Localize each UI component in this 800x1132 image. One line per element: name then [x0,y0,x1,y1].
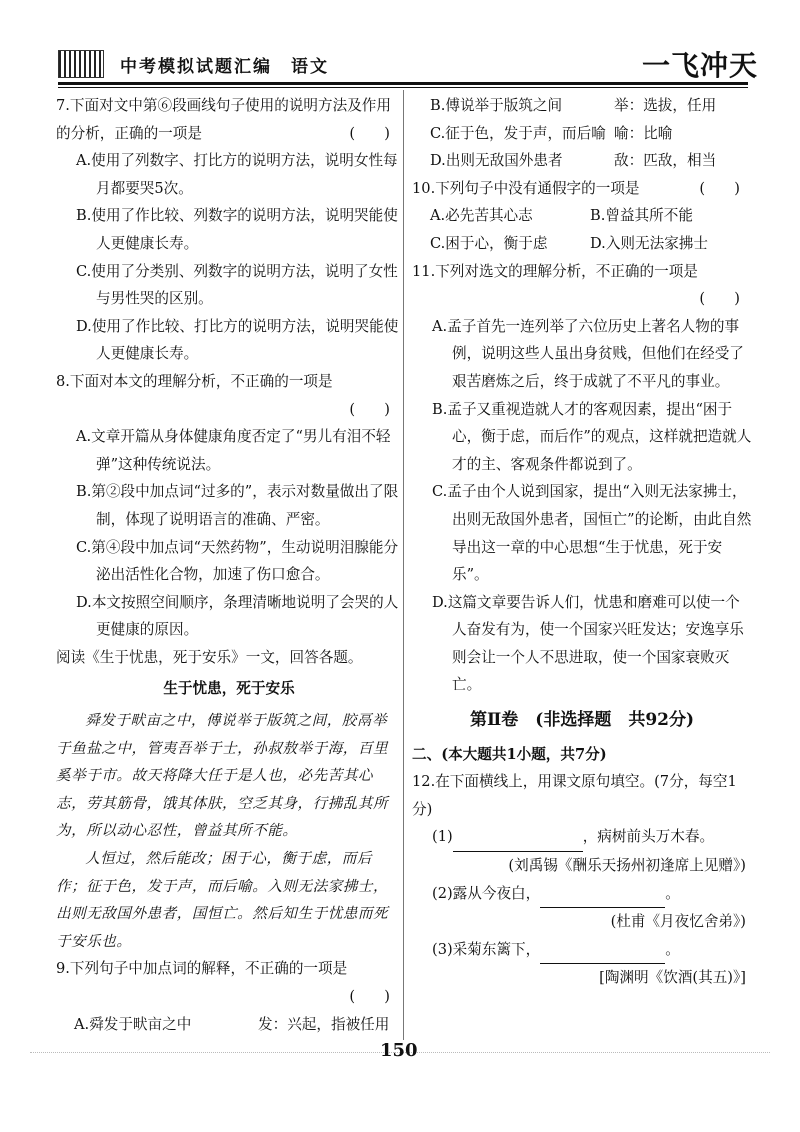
answer-paren[interactable]: ( ) [349,124,390,142]
fill-item-3 [412,936,752,965]
fill-prefix: (3)采菊东篱下， [432,940,541,958]
question-10 [412,175,752,258]
part-heading: 二、(本大题共1小题，共7分) [412,745,607,763]
question-8 [56,368,402,644]
option-d[interactable]: D.本文按照空间顺序，条理清晰地说明了会哭的人更健康的原因。 [76,593,399,639]
page-number: 150 [380,1040,418,1061]
fill-citation: (杜甫《月夜忆舍弟》) [610,913,746,931]
fill-item-2 [412,880,752,909]
left-column [56,92,402,1038]
option-row [412,230,752,258]
option-b[interactable]: B.使用了作比较、列数字的说明方法，说明哭能使人更健康长寿。 [76,207,398,252]
option-gloss: 发：兴起，指被任用 [258,1015,390,1033]
answer-paren[interactable]: ( ) [699,290,740,308]
passage-title: 生于忧患，死于安乐 [163,680,295,698]
option-gloss: 喻：比喻 [614,124,673,142]
option-a[interactable]: A.使用了列数字、打比方的说明方法，说明女性每月都要哭5次。 [76,152,398,197]
question-9 [56,955,402,1038]
answer-paren[interactable]: ( ) [699,179,740,197]
section-title: 第Ⅱ卷 (非选择题 共92分) [469,710,695,731]
question-8-stem: 8.下面对本文的理解分析，不正确的一项是 [56,372,333,390]
passage-paragraph-2: 人恒过，然后能改；困于心，衡于虑，而后作；征于色，发于声，而后喻。入则无法家拂士，出则无敌国外患者，国恒亡。然后知生于忧患而死于安乐也。 [56,850,389,950]
column-divider [403,90,404,1040]
series-title: 中考模拟试题汇编 语文 [120,57,329,77]
question-9-stem: 9.下列句子中加点词的解释，不正确的一项是 [56,960,348,978]
fill-suffix: 。 [665,940,680,958]
option-a[interactable]: A.文章开篇从身体健康角度否定了“男儿有泪不轻弹”这种传统说法。 [76,428,391,473]
fill-citation: (刘禹锡《酬乐天扬州初逢席上见赠》) [508,857,746,875]
option-d[interactable] [412,147,752,175]
answer-paren[interactable]: ( ) [349,988,390,1005]
option-b[interactable] [412,92,752,120]
option-d[interactable]: D.这篇文章要告诉人们，忧患和磨难可以使一个人奋发有为，使一个国家兴旺发达；安逸享乐则会让一个人不思进取，使一个国家衰败灭亡。 [432,593,744,694]
right-column [412,92,752,992]
question-11-stem: 11.下列对选文的理解分析，不正确的一项是 [412,262,698,280]
fill-blank[interactable] [453,823,583,852]
option-c[interactable]: C.使用了分类别、列数字的说明方法，说明了女性与男性哭的区别。 [76,262,398,308]
brand-title: 一飞冲天 [641,49,758,82]
option-sentence: A.舜发于畎亩之中 [74,1015,192,1033]
option-b[interactable]: B.孟子又重视造就人才的客观因素，提出“困于心，衡于虑，而后作”的观点，这样就把造就人才的主、客观条件都说到了。 [432,400,752,473]
option-sentence: C.征于色，发于声，而后喻 [430,124,606,142]
question-11 [412,258,752,700]
option-gloss: 举：选拔，任用 [614,97,717,114]
question-12-stem: 12.在下面横线上，用课文原句填空。(7分，每空1分) [412,773,737,818]
option-sentence: B.傅说举于版筑之间 [430,97,563,114]
option-c[interactable]: C.孟子由个人说到国家，提出“入则无法家拂士，出则无敌国外患者，国恒亡”的论断，由此自然导出这一章的中心思想“生于忧患，死于安乐”。 [432,483,752,584]
option-a[interactable]: A.孟子首先一连列举了六位历史上著名人物的事例，说明这些人虽出身贫贱，但他们在经受了艰苦磨炼之后，终于成就了不平凡的事业。 [432,317,744,390]
reading-intro: 阅读《生于忧患，死于安乐》一文，回答各题。 [56,648,363,666]
passage-paragraph-1: 舜发于畎亩之中，傅说举于版筑之间，胶鬲举于鱼盐之中，管夷吾举于士，孙叔敖举于海，百里奚举于市。故天将降大任于是人也，必先苦其心志，劳其筋骨，饿其体肤，空乏其身，行拂乱其所为，所以动心忍性，曾益其所不能。 [56,712,389,840]
fill-prefix: (2)露从今夜白， [432,884,541,902]
header-rule [58,82,748,85]
option-c[interactable]: C.困于心，衡于虑 [430,234,548,252]
option-c[interactable]: C.第④段中加点词“天然药物”，生动说明泪腺能分泌出活性化合物，加速了伤口愈合。 [76,538,399,584]
option-c[interactable] [412,120,752,148]
fill-blank[interactable] [540,880,665,909]
option-gloss: 敌：匹敌，相当 [614,152,717,170]
fill-suffix: ，病树前头万木春。 [582,828,715,846]
option-a[interactable]: A.必先苦其心志 [430,207,533,225]
option-sentence: D.出则无敌国外患者 [430,152,563,170]
question-7-stem: 7.下面对文中第⑥段画线句子使用的说明方法及作用的分析，正确的一项是 [56,97,391,142]
option-a[interactable] [56,1011,402,1039]
question-10-stem: 10.下列句子中没有通假字的一项是 [412,179,640,197]
question-7 [56,92,402,368]
option-d[interactable]: D.使用了作比较、打比方的说明方法，说明哭能使人更健康长寿。 [76,317,399,363]
header-rule-thin [58,87,748,88]
option-b[interactable]: B.第②段中加点词“过多的”，表示对数量做出了限制，体现了说明语言的准确、严密。 [76,483,399,528]
fill-blank[interactable] [540,936,665,965]
option-d[interactable]: D.入则无法家拂士 [590,234,708,252]
fill-citation: [陶渊明《饮酒(其五)》] [599,969,746,987]
fill-suffix: 。 [665,884,680,902]
question-12 [412,768,752,992]
option-row [412,202,752,230]
option-b[interactable]: B.曾益其所不能 [590,207,693,225]
series-logo-icon [58,50,104,78]
answer-paren[interactable]: ( ) [349,400,390,418]
fill-item-1 [412,823,752,852]
fill-prefix: (1) [432,828,453,846]
